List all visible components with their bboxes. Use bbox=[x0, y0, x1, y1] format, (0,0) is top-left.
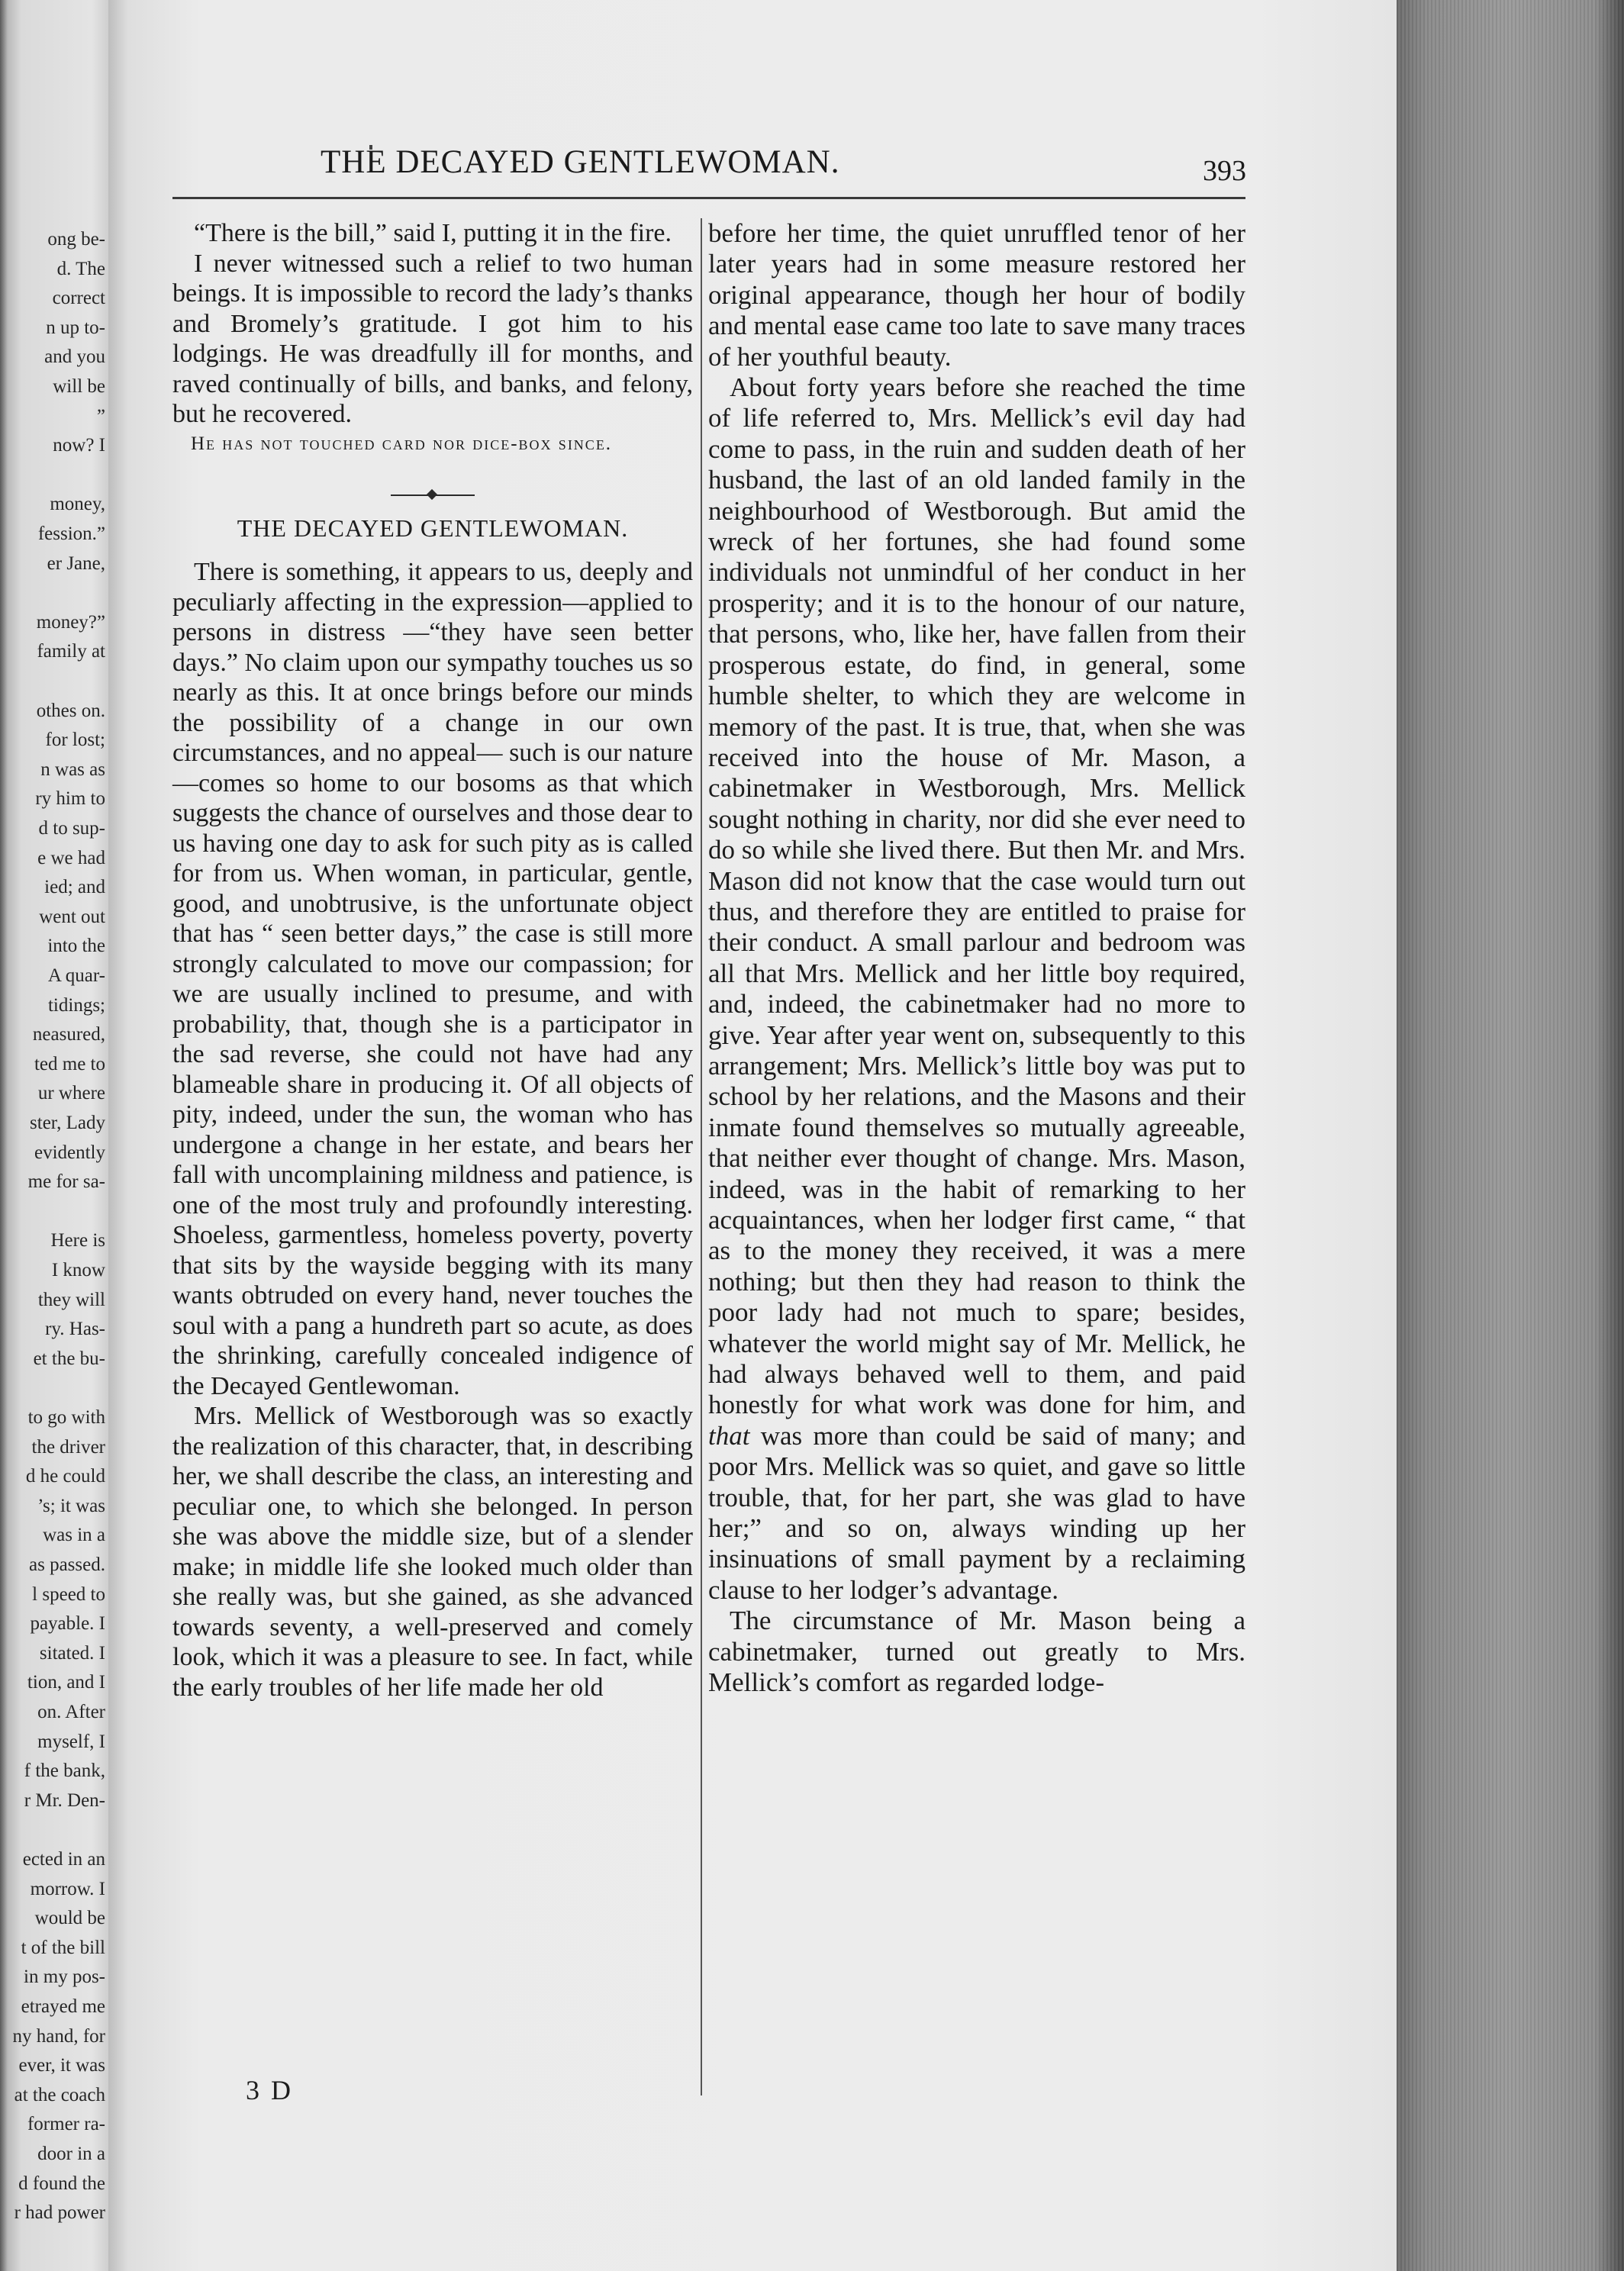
column-rule bbox=[701, 218, 702, 2095]
previous-page-line: money?” bbox=[36, 611, 105, 633]
previous-page-line: on. After bbox=[37, 1702, 105, 1722]
previous-page-line: tidings; bbox=[47, 994, 105, 1016]
previous-page-line: d to sup- bbox=[38, 818, 105, 839]
previous-page-line: r Mr. Den- bbox=[24, 1789, 105, 1811]
closing-line: He has not touched card nor dice-box since. bbox=[191, 433, 613, 454]
previous-page-line: was in a bbox=[43, 1525, 105, 1546]
previous-page-line: morrow. I bbox=[30, 1878, 105, 1899]
signature-mark: 3 D bbox=[246, 2075, 293, 2105]
previous-page-line: into the bbox=[47, 936, 105, 957]
paragraph: before her time, the quiet unruffled tenor of her later years had in some measure restored her original appearance, though her hour of bodily and mental ease came too late to save many traces of her youthful beauty. bbox=[708, 218, 1245, 372]
header-rule bbox=[172, 197, 1245, 199]
running-head: THE DECAYED GENTLEWOMAN. bbox=[321, 144, 840, 180]
previous-page-line: et the bu- bbox=[33, 1348, 105, 1369]
paragraph-text: About forty years before she reached the time of life referred to, Mrs. Mellick’s evil day had come to pass, in the ruin and sudden death of her husband, the last of an old landed family in the neighbourhood of Westborough. But amid the wreck of her fortunes, she had found some individuals not unmindful of her conduct in her prosperity; and it is to the honour of our nature, that persons, who, like her, have fallen from their prosperous estate, do find, in general, some humble shelter, to which they are welcome in memory of the past. It is true, that, when she was received into the house of Mr. Mason, a cabinetmaker in Westborough, Mrs. Mellick sought nothing in charity, nor did she ever need to do so while she lived there. But then Mr. and Mrs. Mason did not know that the case would turn out thus, and therefore they are entitled to praise for their conduct. A small parlour and bedroom was all that Mrs. Mellick and her little boy required, and, indeed, the cabinetmaker had no more to give. Year after year went on, subsequently to this arrangement; Mrs. Mellick’s little boy was put to school by her relations, and the Masons and their inmate found themselves so mutually agreeable, that neither ever thought of change. Mrs. Mason, indeed, was in the habit of remarking to her acquaintances, when her lodger first came, “ that as to the money they received, it was a mere nothing; but then they had reason to think the poor lady had not much to spare; besides, whatever the world might say of Mr. Mellick, he had always behaved well to them, and paid honestly for what work was done for him, and bbox=[708, 372, 1245, 1420]
previous-page-line: ny hand, for bbox=[12, 2025, 105, 2047]
previous-page-line: d. The bbox=[56, 258, 105, 279]
previous-page-line: A quar- bbox=[47, 965, 105, 986]
previous-page-line: n up to- bbox=[46, 317, 105, 338]
paragraph: There is something, it appears to us, deeply and peculiarly affecting in the expression—applied to persons in distress —“they have seen better days.” No claim upon our sympathy touches us so nearly as this. It at once brings before our minds the possibility of a change in our own circumstances, and no appeal— such is our nature—comes so home to our bosoms as that which suggests the chance of ourselves and those dear to us having one day to ask for such pity as is called for from us. When woman, in particular, gentle, good, and unobtrusive, is the unfortunate object that has “ seen better days,” the case is still more strongly calculated to move our compassion; for we are usually inclined to presume, and with probability, that, though she is a participator in the sad reverse, she could not have had any blameable share in producing it. Of all objects of pity, indeed, under the sun, the woman who has undergone a change in her estate, and bears her fall with uncomplaining mildness and patience, is one of the most truly and profoundly interesting. Shoeless, garmentless, homeless poverty, poverty that sits by the wayside begging with its many wants obtruded on every hand, never touches the soul with a pang a hundreth part so acute, as does the shrinking, carefully concealed indigence of the Decayed Gentlewoman. bbox=[172, 558, 693, 1400]
previous-page-line: etrayed me bbox=[21, 1996, 105, 2017]
section-ornament bbox=[172, 478, 693, 494]
previous-page-line: me for sa- bbox=[27, 1171, 105, 1193]
previous-page-line: money, bbox=[50, 494, 105, 515]
previous-page-line: at the coach bbox=[14, 2084, 105, 2105]
previous-page-line: myself, I bbox=[37, 1731, 105, 1752]
previous-page-line: t of the bill bbox=[21, 1937, 105, 1958]
previous-page-line: now? I bbox=[53, 435, 105, 456]
paragraph: The circumstance of Mr. Mason being a cabinetmaker, turned out greatly to Mrs. Mellick’s comfort as regarded lodge- bbox=[708, 1606, 1245, 1698]
previous-page-line: Here is bbox=[50, 1230, 105, 1251]
previous-page-line: ” bbox=[96, 405, 105, 427]
previous-page-line: sitated. I bbox=[39, 1642, 105, 1664]
previous-page-line: the driver bbox=[31, 1436, 105, 1458]
previous-page-line: former ra- bbox=[27, 2114, 105, 2135]
left-column bbox=[172, 218, 693, 1702]
previous-page-line: l speed to bbox=[32, 1583, 105, 1605]
previous-page-line: went out bbox=[39, 906, 105, 927]
previous-page-line: ’s; it was bbox=[37, 1495, 105, 1516]
previous-page-line: ted me to bbox=[34, 1053, 105, 1074]
previous-page-line: e we had bbox=[37, 847, 105, 868]
previous-page-line: for lost; bbox=[45, 730, 105, 751]
previous-page-line: payable. I bbox=[30, 1613, 105, 1635]
previous-page-line: in my pos- bbox=[24, 1967, 105, 1988]
previous-page-line: othes on. bbox=[36, 700, 105, 721]
previous-page-line: ur where bbox=[37, 1083, 105, 1104]
previous-page-line: f the bank, bbox=[24, 1760, 105, 1782]
previous-page-line: fession.” bbox=[37, 523, 105, 544]
previous-page-line: ry him to bbox=[35, 788, 105, 810]
previous-page-line: n was as bbox=[40, 759, 105, 780]
page-number: 393 bbox=[1203, 155, 1246, 187]
previous-page-line: would be bbox=[34, 1908, 105, 1929]
previous-page-line: correct bbox=[52, 288, 105, 309]
previous-page-line: ected in an bbox=[22, 1849, 105, 1870]
previous-page-line: r had power bbox=[14, 2202, 105, 2224]
book-page-edges bbox=[1397, 0, 1624, 2271]
previous-page-line: er Jane, bbox=[47, 552, 105, 574]
previous-page-line: ever, it was bbox=[18, 2055, 105, 2076]
previous-page-line: to go with bbox=[27, 1407, 105, 1428]
previous-page-line: as passed. bbox=[29, 1554, 105, 1575]
previous-page-line: they will bbox=[37, 1289, 105, 1310]
previous-page-line: tion, and I bbox=[27, 1672, 105, 1693]
paragraph: I never witnessed such a relief to two human beings. It is impossible to record the lady’s thanks and Bromely’s gratitude. I got him to his lodgings. He was dreadfully ill for months, and raved continually of bills, and banks, and felony, but he recovered. bbox=[172, 249, 693, 428]
previous-page-line: neasured, bbox=[32, 1024, 105, 1045]
previous-page-line: evidently bbox=[34, 1142, 105, 1163]
previous-page-line: I know bbox=[51, 1260, 105, 1280]
paragraph bbox=[708, 372, 1245, 1606]
paragraph: “There is the bill,” said I, putting it in the fire. bbox=[194, 219, 672, 247]
italic-word: that bbox=[708, 1420, 750, 1451]
paragraph: Mrs. Mellick of Westborough was so exactly the realization of this character, that, in describing her, we shall describe the class, an interesting and peculiar one, to which she belonged. In person she was above the middle size, but of a slender make; in middle life she looked much older than she really was, but she gained, as she advanced towards seventy, a well-preserved and comely look, which it was a pleasure to see. In fact, while the early troubles of her life made her old bbox=[172, 1402, 693, 1702]
previous-page-line: d he could bbox=[25, 1466, 105, 1487]
previous-page-line: door in a bbox=[37, 2144, 105, 2164]
previous-page-line: d found the bbox=[18, 2173, 105, 2194]
previous-page-line: ied; and bbox=[44, 877, 105, 898]
previous-page-line: ster, Lady bbox=[30, 1113, 105, 1133]
section-title: THE DECAYED GENTLEWOMAN. bbox=[237, 514, 629, 542]
paragraph-text: was more than could be said of many; and poor Mrs. Mellick was so quiet, and gave so little trouble, that, for her part, she was glad to have her;” and so on, always winding up her insinuations of small payment by a reclaiming clause to her lodger’s advantage. bbox=[708, 1420, 1246, 1605]
previous-page-line: ry. Has- bbox=[45, 1319, 105, 1340]
previous-page-edge bbox=[0, 0, 108, 2271]
previous-page-line: and you bbox=[44, 346, 105, 368]
right-column bbox=[708, 218, 1245, 1699]
previous-page-line: family at bbox=[37, 641, 105, 662]
previous-page-line: will be bbox=[53, 376, 105, 397]
previous-page-line: ong be- bbox=[47, 229, 105, 250]
